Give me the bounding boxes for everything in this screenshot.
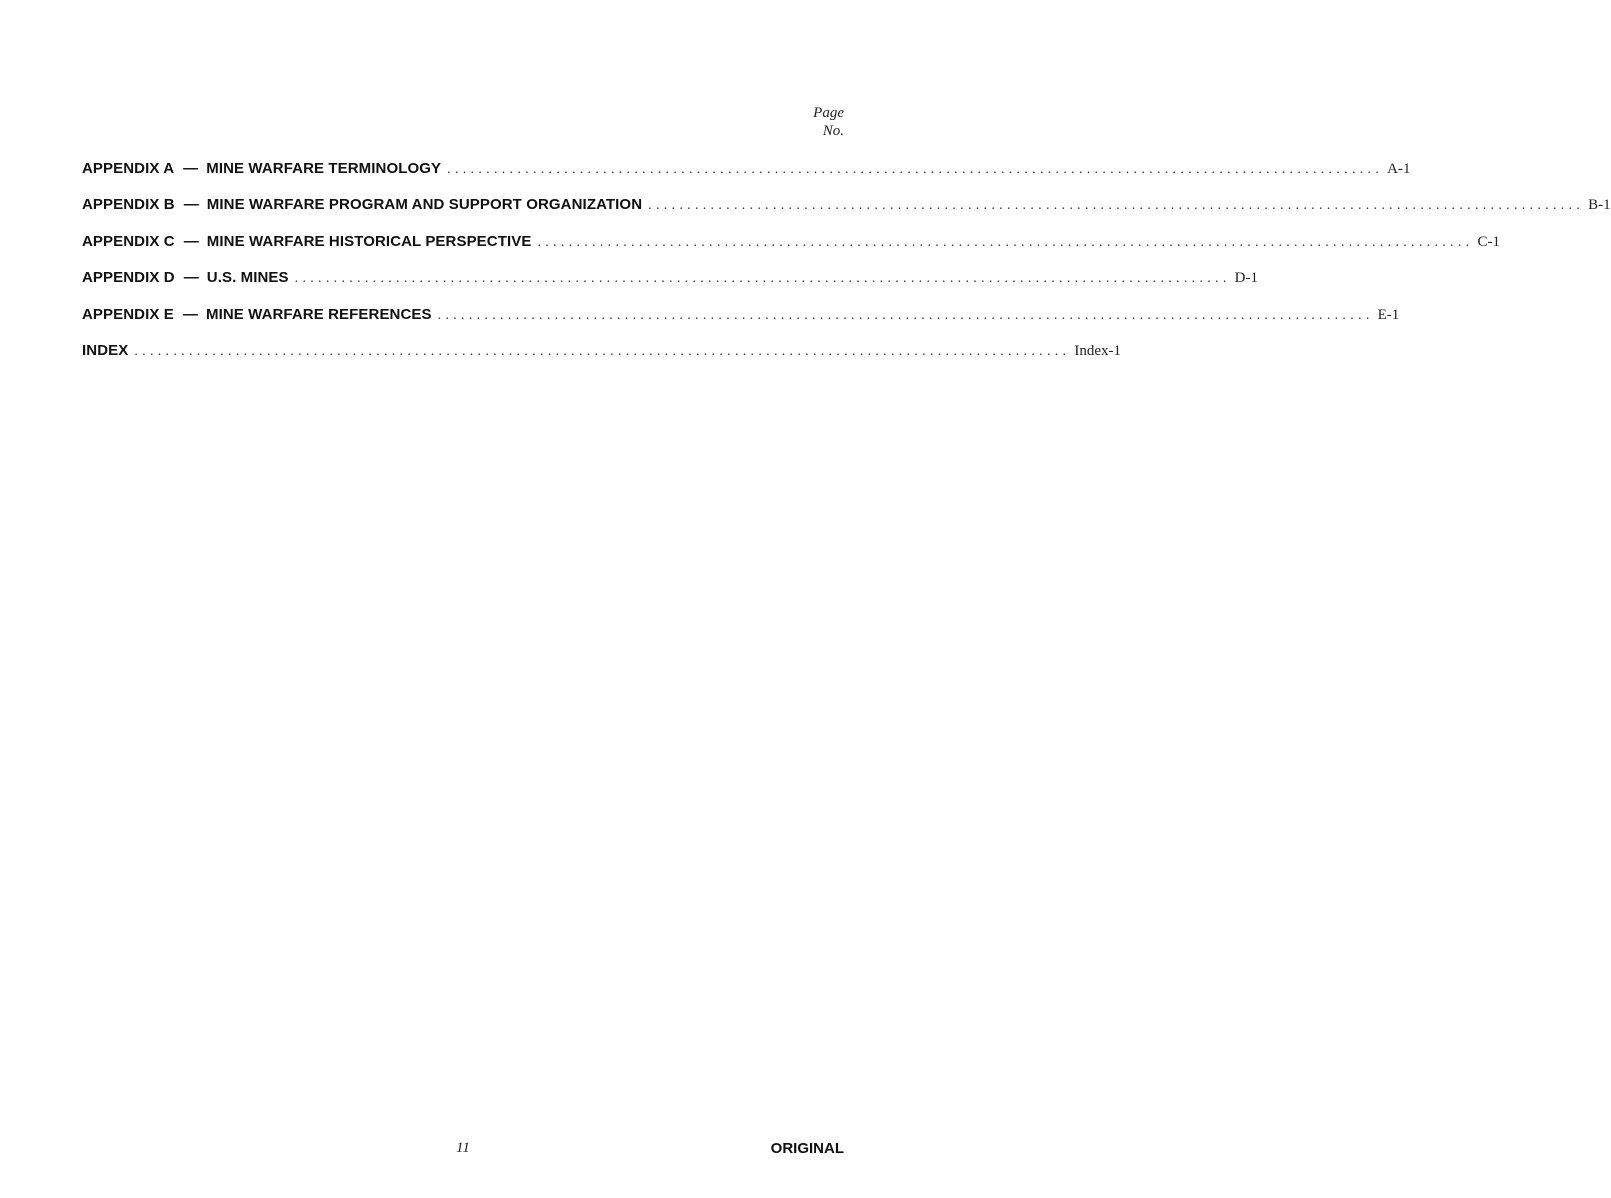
toc-entry-name: MINE WARFARE PROGRAM AND SUPPORT ORGANIZATION [206, 196, 643, 214]
toc-entry-appendix-b[interactable] [82, 196, 1611, 232]
toc-entry-index[interactable] [82, 341, 1121, 378]
toc-entry-name: MINE WARFARE TERMINOLOGY [206, 160, 442, 177]
dot-leader: ........................................................................................................................ [648, 198, 1585, 214]
page-label: Page [813, 105, 844, 121]
dot-leader: ........................................................................................................................ [294, 271, 1231, 287]
footer-status-label: ORIGINAL [770, 1140, 844, 1157]
toc-entry-title [82, 160, 441, 177]
toc-entry-title [82, 342, 128, 359]
toc-entry-page: C-1 [1477, 233, 1500, 250]
toc-entry-name: MINE WARFARE REFERENCES [205, 305, 432, 323]
footer-page-number: 11 [456, 1140, 470, 1156]
toc-entry-prefix: APPENDIX B [82, 196, 175, 214]
toc-entry-appendix-c[interactable] [82, 232, 1500, 269]
toc-entry-page: D-1 [1234, 270, 1258, 287]
toc-entry-separator: — [183, 232, 199, 250]
toc-entry-prefix: APPENDIX C [82, 232, 175, 250]
toc-entry-title [82, 233, 531, 250]
no-label: No. [822, 123, 844, 139]
toc-entry-title [82, 196, 642, 213]
toc-entry-prefix: APPENDIX E [82, 305, 174, 323]
toc-entry-separator: — [182, 305, 198, 323]
toc-entry-prefix: APPENDIX D [82, 269, 175, 287]
toc-entry-title [82, 306, 432, 323]
dot-leader: ........................................................................................................................ [447, 162, 1384, 177]
toc-entry-separator: — [183, 269, 199, 287]
toc-entry-name: MINE WARFARE HISTORICAL PERSPECTIVE [206, 232, 532, 250]
toc-entry-title [82, 269, 289, 286]
dot-leader: ........................................................................................................................ [537, 234, 1474, 250]
toc-entry-appendix-e[interactable] [82, 305, 1400, 342]
toc-entry-separator: — [183, 160, 199, 177]
table-of-contents [82, 160, 1611, 378]
toc-entry-page: Index-1 [1074, 342, 1121, 359]
toc-entry-page: B-1 [1588, 197, 1611, 214]
toc-entry-page: E-1 [1377, 306, 1400, 323]
toc-entry-page: A-1 [1387, 161, 1411, 177]
page-number-column-header [813, 104, 844, 140]
dot-leader: ........................................................................................................................ [134, 343, 1071, 359]
toc-entry-appendix-d[interactable] [82, 269, 1258, 305]
dot-leader: ........................................................................................................................ [437, 307, 1374, 323]
toc-entry-name: U.S. MINES [206, 269, 289, 287]
toc-entry-prefix: APPENDIX A [82, 160, 175, 177]
toc-entry-appendix-a[interactable] [82, 160, 1411, 196]
toc-entry-prefix: INDEX [82, 341, 129, 359]
toc-entry-separator: — [183, 196, 199, 214]
